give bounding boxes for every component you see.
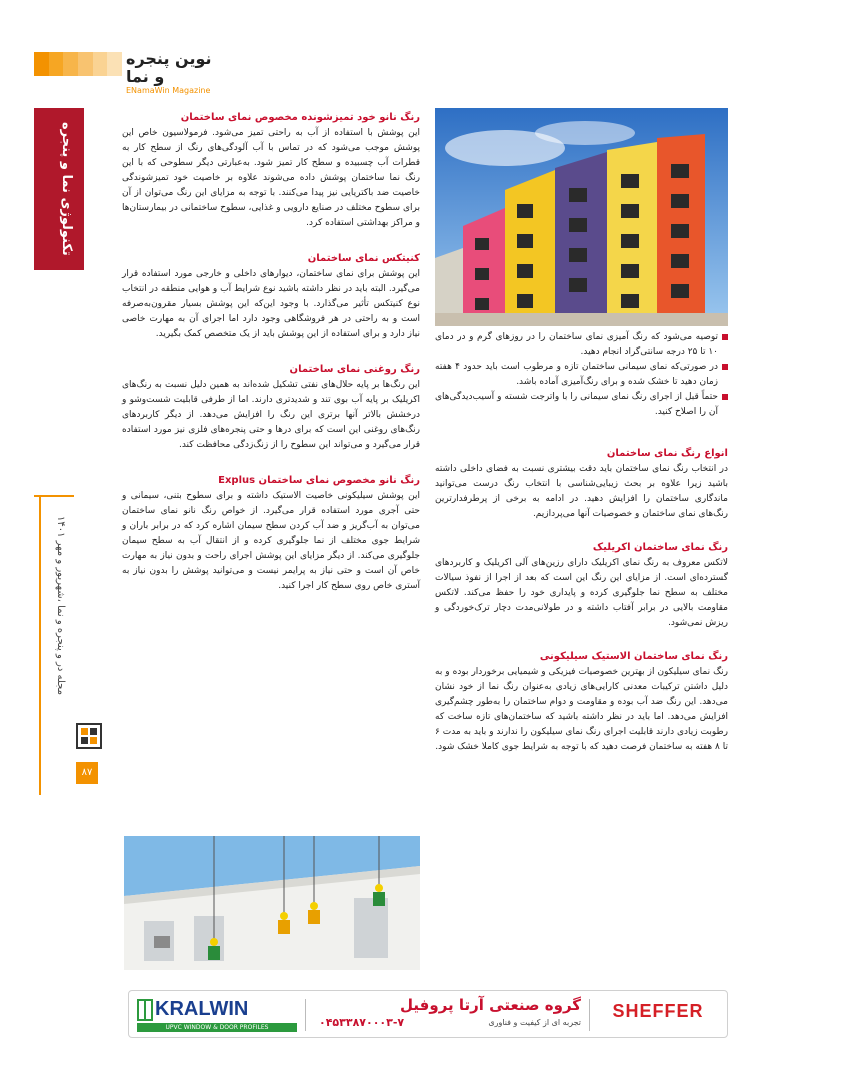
logo-persian: نوین پنجره و نما [126, 49, 212, 86]
section-heading-acrylic: رنگ نمای ساختمان اکریلیک [592, 542, 728, 553]
colorful-building-photo [435, 108, 728, 326]
section-body-paint-types: در انتخاب رنگ نمای ساختمان باید دقت بیشتری نسبت به فضای داخلی داشته باشید زیرا علاوه بر بحث زیبایی‌شناسی با انتخاب رنگ درست می‌توانید ماندگاری ساختمان را افزایش دهید. در ادامه به برخی از پرطرفدارترین رنگ‌های نمای ساختمان و خصوصیات آنها می‌پردازیم. [435, 464, 728, 519]
stripe-6 [107, 52, 122, 76]
ad-phone: ۰۴۵۳۳۸۷۰۰۰۳-۷ [319, 1016, 405, 1029]
stripe-2 [49, 52, 64, 76]
section-body-oil-paint: این رنگ‌ها بر پایه حلال‌های نفتی تشکیل شده‌اند به همین دلیل نسبت به رنگ‌های اکریلیک بر پایه آب بوی تند و شدیدتری دارند. اما از طرفی قابلیت شست‌وشو و درخشش بالاتر آنها برتری این رنگ را افزایش می‌دهد. از دیگر کاربردهای رنگ‌های روغنی این است که برای درها و حتی پنجره‌های فلزی نیز مورد استفاده قرار می‌گیرد و می‌تواند این سطوح را از زنگ‌زدگی محافظت کند. [122, 380, 420, 450]
window-icon [75, 722, 103, 750]
section-title: تکنولوژی نما و پنجره [59, 122, 74, 256]
tip-bullet-3: حتماً قبل از اجرای رنگ نمای سیمانی را با واترجت شسته و آسیب‌دیدگی‌های آن را اصلاح کنید. [435, 390, 728, 420]
logo-english: ENamaWin Magazine [126, 86, 211, 95]
advertisement-banner[interactable] [128, 990, 728, 1038]
section-heading-oil-paint: رنگ روغنی نمای ساختمان [289, 364, 420, 375]
ad-divider-right [589, 999, 590, 1031]
section-body-acrylic: لاتکس معروف به رنگ نمای اکریلیک دارای رزین‌های آلی اکریلیک و کاربردهای گسترده‌ای است. از مزایای این رنگ این است که بعد از اجرا از نفوذ سیالات مختلف به سطح نما جلوگیری کرده و پایداری خود را حفظ می‌کند. لاتکس مقاومت بالایی در برابر آفتاب داشته و در طولانی‌مدت دچار ترک‌خوردگی و ریزش نمی‌شود. [435, 558, 728, 628]
kralwin-window-icon [137, 999, 153, 1021]
section-body-silicone: رنگ نمای سیلیکون از بهترین خصوصیات فیزیکی و شیمیایی برخوردار بوده و به دلیل داشتن ترکیبات معدنی کارایی‌های زیادی به‌عنوان رنگ نما از خود نشان می‌دهد. این رنگ ضد آب بوده و مقاومت و دوام ساختمان را به‌طور چشم‌گیری افزایش می‌دهد. اما باید در نظر داشته باشید که ساختمان‌های تازه ساخت که رطوبت زیادی دارند قابلیت اجرای رنگ نمای سیلیکون را ندارند و باید به مدت ۶ تا ۸ هفته به ساختمان فرصت دهید که با توجه به شرایط جوی کاملا خشک شود. [435, 667, 728, 752]
sheffer-logo [603, 1001, 713, 1031]
section-body-explus: این پوشش سیلیکونی خاصیت الاستیک داشته و برای سطوح بتنی، سیمانی و حتی آجری مورد استفاده قرار می‌گیرد. از خواص رنگ نانو نمای ساختمان می‌توان به آب‌گریز و ضد آب کردن سطح سیمان اشاره کرد که در برابر باران و شرایط جوی مختلف از نما جلوگیری کرده و از انتقال آب به سطح سیمان جلوگیری می‌کند. از دیگر مزایای این پوشش اجرای راحت و بدون نیاز به مهارت خاص آن است و حتی نیاز به پرایمر نیست و می‌توانید پوشش را بدون نیاز به آستری خاص روی سطح کار اجرا کنید. [122, 491, 420, 591]
magazine-logo [126, 49, 226, 95]
kralwin-logo [137, 997, 297, 1033]
stripe-1 [34, 52, 49, 76]
section-heading-kenitex: کنیتکس نمای ساختمان [307, 253, 420, 264]
ad-company-name: گروه صنعتی آرتا پروفیل [400, 996, 581, 1014]
tip-bullet-2: در صورتی‌که نمای سیمانی ساختمان تازه و مرطوب است باید حدود ۴ هفته زمان دهید تا خشک شده و برای رنگ‌آمیزی آماده باشد. [435, 360, 728, 390]
section-heading-silicone: رنگ نمای ساختمان الاستیک سیلیکونی [539, 651, 728, 662]
tip-bullet-1: توصیه می‌شود که رنگ آمیزی نمای ساختمان را در روزهای گرم و در دمای ۱۰ تا ۲۵ درجه سانتی‌گراد انجام دهید. [435, 330, 728, 360]
section-body-kenitex: این پوشش برای نمای ساختمان، دیوارهای داخلی و خارجی مورد استفاده قرار می‌گیرد. البته باید در نظر داشته باشید نوع شرایط آب و هوایی منطقه در انتخاب نوع کنیتکس تأثیر می‌گذارد. با وجود این‌که این پوشش بسیار مقرون‌به‌صرفه است و به راحتی در هر فروشگاهی وجود دارد اما اجرای آن به مهارت خاصی نیاز دارد و برای استفاده از این پوشش باید از یک متخصص کمک بگیرید. [122, 269, 420, 339]
right-column [435, 330, 728, 755]
kralwin-sub: UPVC WINDOW & DOOR PROFILES [137, 1023, 297, 1032]
stripe-3 [63, 52, 78, 76]
stripe-4 [78, 52, 93, 76]
section-heading-paint-types: انواع رنگ نمای ساختمان [606, 448, 728, 459]
sheffer-brand: SHEFFER [612, 1001, 704, 1021]
section-tab [34, 108, 84, 270]
ad-company-block [319, 995, 581, 1031]
section-heading-nano-self-clean: رنگ نانو خود تمیزشونده مخصوص نمای ساختمان [180, 112, 420, 123]
kralwin-brand: KRALWIN [155, 998, 249, 1020]
page-number: ۸۷ [76, 762, 98, 784]
section-heading-explus: رنگ نانو مخصوص نمای ساختمان Explus [218, 475, 420, 486]
ad-tagline: تجربه ای از کیفیت و فناوری [488, 1018, 581, 1027]
facade-painters-photo [124, 836, 420, 970]
side-divider-top [34, 495, 74, 497]
section-body-nano-self-clean: این پوشش با استفاده از آب به راحتی تمیز می‌شود. فرمولاسیون خاص این پوشش موجب می‌شود که در تماس با آب آلودگی‌های رنگ از سطح کار به قطرات آب چسبیده و سطح کار تمیز شود. به‌عبارتی دیگر سطوحی که با این رنگ نما ساختمان پوشش داده می‌شوند علاوه بر خاصیت خود تمیزشوندگی خاصیت ضد باکتریایی نیز پیدا می‌کنند. با توجه به مزایای این رنگ می‌توان از آن برای سطوح مختلف در صنایع دارویی و غذایی، سطوح ساختمانی در بیمارستان‌ها و مراکز بهداشتی استفاده کرد. [122, 128, 420, 228]
header-color-stripe [34, 52, 122, 76]
ad-divider-left [305, 999, 306, 1031]
stripe-5 [93, 52, 108, 76]
left-column [122, 110, 420, 594]
magazine-issue: مجله در و پنجره و نما ،شهریور و مهر ۱۴۰۱ [55, 515, 66, 695]
